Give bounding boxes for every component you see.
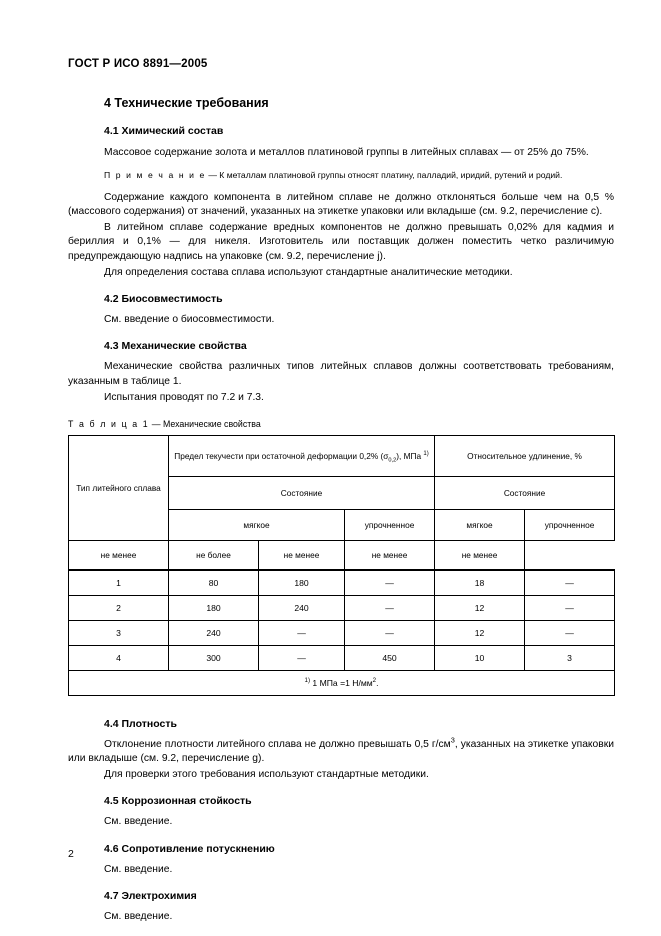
clause-title: 4 Технические требования [104,95,269,110]
table-caption-label: Т а б л и ц а 1 [68,419,150,430]
subclause-title-4-6: 4.6 Сопротивление потускнению [104,842,275,855]
mechanical-properties-table [68,435,615,696]
header-yield-sub: 0,2 [388,457,397,464]
cell-yield-hardened-min: 450 [345,645,435,670]
header-limit-yield-soft-min: не менее [69,540,169,570]
paragraph-4-4-1 [68,735,614,766]
subclause-title-4-3: 4.3 Механические свойства [104,340,247,353]
cell-alloy-type: 3 [69,620,169,645]
table-body [69,570,615,696]
cell-yield-soft-min: 300 [169,645,259,670]
cell-yield-soft-max: 240 [259,595,345,620]
header-yield-soft: мягкое [169,509,345,540]
cell-alloy-type: 2 [69,595,169,620]
header-alloy-type: Тип литейного сплава [69,435,169,540]
header-elongation: Относительное удлинение, % [435,435,615,476]
page-number: 2 [68,848,74,860]
table-caption-text: — Механические свойства [151,419,261,430]
header-yield-strength [169,435,435,476]
paragraph-4-1-2: Содержание каждого компонента в литейном сплаве не должно отклоняться больше чем на 0,5 % (массового содержания) от значений, указанных на этикетке упаковки или вкладыше (см. 9.2, перечисление с). [68,191,614,217]
cell-elongation-hardened: — [525,595,615,620]
table-row [69,595,615,620]
subclause-title-4-5: 4.5 Коррозионная стойкость [104,795,252,808]
cell-elongation-soft: 18 [435,570,525,596]
cell-elongation-soft: 12 [435,620,525,645]
cell-yield-hardened-min: — [345,595,435,620]
table-row [69,570,615,596]
subclause-title-4-4: 4.4 Плотность [104,717,177,730]
table-footnote-row [69,670,615,695]
cell-alloy-type: 4 [69,645,169,670]
header-elongation-hardened: упрочненное [525,509,615,540]
header-state-elongation: Состояние [435,476,615,509]
header-yield-hardened: упрочненное [345,509,435,540]
cell-yield-hardened-min: — [345,570,435,596]
paragraph-4-2-1: См. введение о биосовместимости. [104,314,275,326]
note-label: П р и м е ч а н и е [104,169,206,180]
cell-elongation-soft: 10 [435,645,525,670]
header-yield-a: Предел текучести при остаточной деформации 0,2% (σ [174,450,389,461]
footnote-text-a: 1 МПа =1 Н/мм [310,677,373,688]
paragraph-4-3-1: Механические свойства различных типов литейных сплавов должны соответствовать требованиям, указанным в таблице 1. [68,361,614,387]
note-text: — К металлам платиновой группы относят платину, палладий, иридий, рутений и родий. [208,169,563,180]
cell-yield-soft-min: 240 [169,620,259,645]
cell-yield-soft-max: 180 [259,570,345,596]
footnote-exponent: 2 [372,676,377,684]
header-state-yield: Состояние [169,476,435,509]
table-footnote [69,670,615,695]
paragraph-4-1-3: В литейном сплаве содержание вредных компонентов не должно превышать 0,02% для кадмия и бериллия и 0,1% — для никеля. Изготовитель или поставщик должен поместить четко различимую предупреждающую надпись на упаковке (см. 9.2, перечисление j). [68,222,614,262]
paragraph-4-4-2: Для проверки этого требования используют стандартные методики. [104,769,429,781]
density-exponent: 3 [450,735,455,745]
paragraph-4-1-4: Для определения состава сплава используют стандартные аналитические методики. [104,266,513,278]
paragraph-4-5-1: См. введение. [104,816,173,828]
cell-elongation-hardened: — [525,620,615,645]
footnote-marker: 1) [304,676,311,684]
table-head [69,435,615,570]
cell-elongation-hardened: 3 [525,645,615,670]
footnote-text-b: . [376,677,379,688]
cell-yield-soft-max: — [259,620,345,645]
subclause-title-4-1: 4.1 Химический состав [104,125,224,138]
running-head: ГОСТ Р ИСО 8891—2005 [68,58,208,70]
cell-yield-soft-min: 180 [169,595,259,620]
paragraph-4-3-2: Испытания проводят по 7.2 и 7.3. [104,391,264,403]
cell-yield-hardened-min: — [345,620,435,645]
header-limit-yield-soft-max: не более [169,540,259,570]
header-limit-elongation-hardened-min: не менее [435,540,525,570]
cell-elongation-hardened: — [525,570,615,596]
paragraph-4-4-1-a: Отклонение плотности литейного сплава не должно превышать 0,5 г/см [104,738,451,750]
cell-elongation-soft: 12 [435,595,525,620]
table-row [69,645,615,670]
cell-yield-soft-max: — [259,645,345,670]
paragraph-4-6-1: См. введение. [104,863,173,875]
note-4-1 [68,169,614,182]
cell-alloy-type: 1 [69,570,169,596]
paragraph-4-4-1-b: , указанных на этикетке упаковки или вкладыше (см. 9.2, перечисление g). [68,738,614,764]
subclause-title-4-7: 4.7 Электрохимия [104,889,197,902]
table-caption [68,419,614,430]
header-limit-elongation-soft-min: не менее [345,540,435,570]
table-row [69,620,615,645]
header-elongation-soft: мягкое [435,509,525,540]
header-yield-footnote-ref: 1) [423,450,429,457]
paragraph-4-1-1: Массовое содержание золота и металлов платиновой группы в литейных сплавах — от 25% до 75%. [104,146,589,158]
page-content [68,58,614,932]
header-limit-yield-hardened-min: не менее [259,540,345,570]
table-header-row-1 [69,435,615,476]
table-header-row-4 [69,540,615,570]
subclause-title-4-2: 4.2 Биосовместимость [104,292,223,305]
paragraph-4-7-1: См. введение. [104,911,173,923]
cell-yield-soft-min: 80 [169,570,259,596]
header-yield-b: ), МПа [396,450,424,461]
